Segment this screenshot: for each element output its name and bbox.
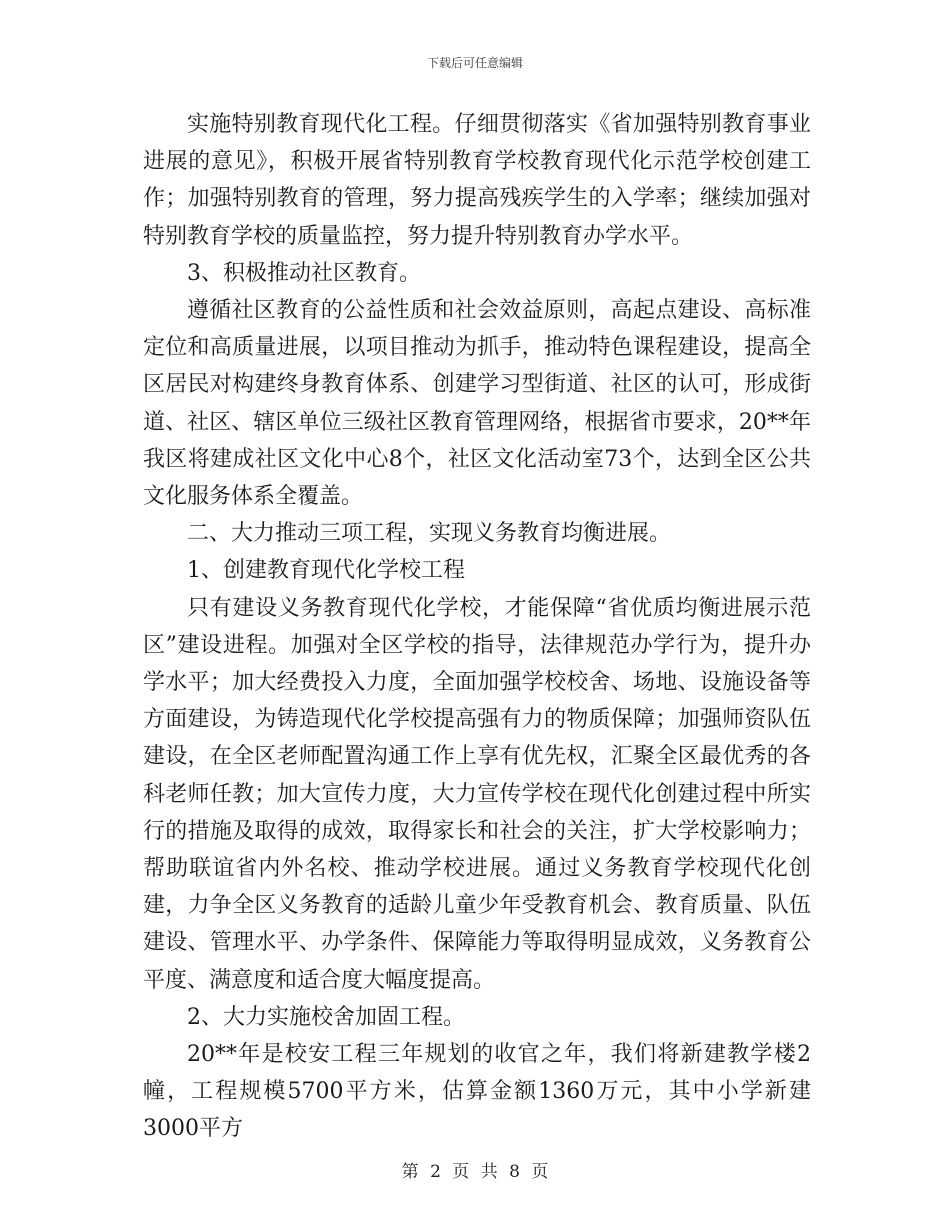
paragraph-special-education: 实施特别教育现代化工程。仔细贯彻落实《省加强特别教育事业进展的意见》，积极开展省特别教育学校教育现代化示范学校创建工作；加强特别教育的管理，努力提高残疾学生的入学率；继续加强对特别教育学校的质量监控，努力提升特别教育办学水平。 xyxy=(143,112,811,249)
heading-community-education: 3、积极推动社区教育。 xyxy=(187,260,421,286)
paragraph-community-education: 遵循社区教育的公益性质和社会效益原则，高起点建设、高标准定位和高质量进展，以项目推动为抓手，推动特色课程建设，提高全区居民对构建终身教育体系、创建学习型街道、社区的认可，形成街道、社区、辖区单位三级社区教育管理网络，根据省市要求，20**年我区将建成社区文化中心8个，社区文化活动室73个，达到全区公共文化服务体系全覆盖。 xyxy=(143,298,811,510)
heading-three-projects: 二、大力推动三项工程，实现义务教育均衡进展。 xyxy=(187,521,672,547)
page-footer: 第 2 页 共 8 页 xyxy=(401,1162,549,1182)
paragraph-school-reinforcement: 20**年是校安工程三年规划的收官之年，我们将新建教学楼2幢，工程规模5700平方米，估算金额1360万元，其中小学新建3000平方 xyxy=(143,1042,811,1142)
document-body xyxy=(143,106,811,1148)
heading-modern-school: 1、创建教育现代化学校工程 xyxy=(187,558,465,584)
page-header: 下载后可任意编辑 xyxy=(426,56,523,70)
paragraph-modern-school: 只有建设义务教育现代化学校，才能保障“省优质均衡进展示范区”建设进程。加强对全区学校的指导，法律规范办学行为，提升办学水平；加大经费投入力度，全面加强学校校舍、场地、设施设备等方面建设，为铸造现代化学校提高强有力的物质保障；加强师资队伍建设，在全区老师配置沟通工作上享有优先权，汇聚全区最优秀的各科老师任教；加大宣传力度，大力宣传学校在现代化创建过程中所实行的措施及取得的成效，取得家长和社会的关注，扩大学校影响力；帮助联谊省内外名校、推动学校进展。通过义务教育学校现代化创建，力争全区义务教育的适龄儿童少年受教育机会、教育质量、队伍建设、管理水平、办学条件、保障能力等取得明显成效，义务教育公平度、满意度和适合度大幅度提高。 xyxy=(143,595,811,993)
heading-school-reinforcement: 2、大力实施校舍加固工程。 xyxy=(187,1004,465,1030)
